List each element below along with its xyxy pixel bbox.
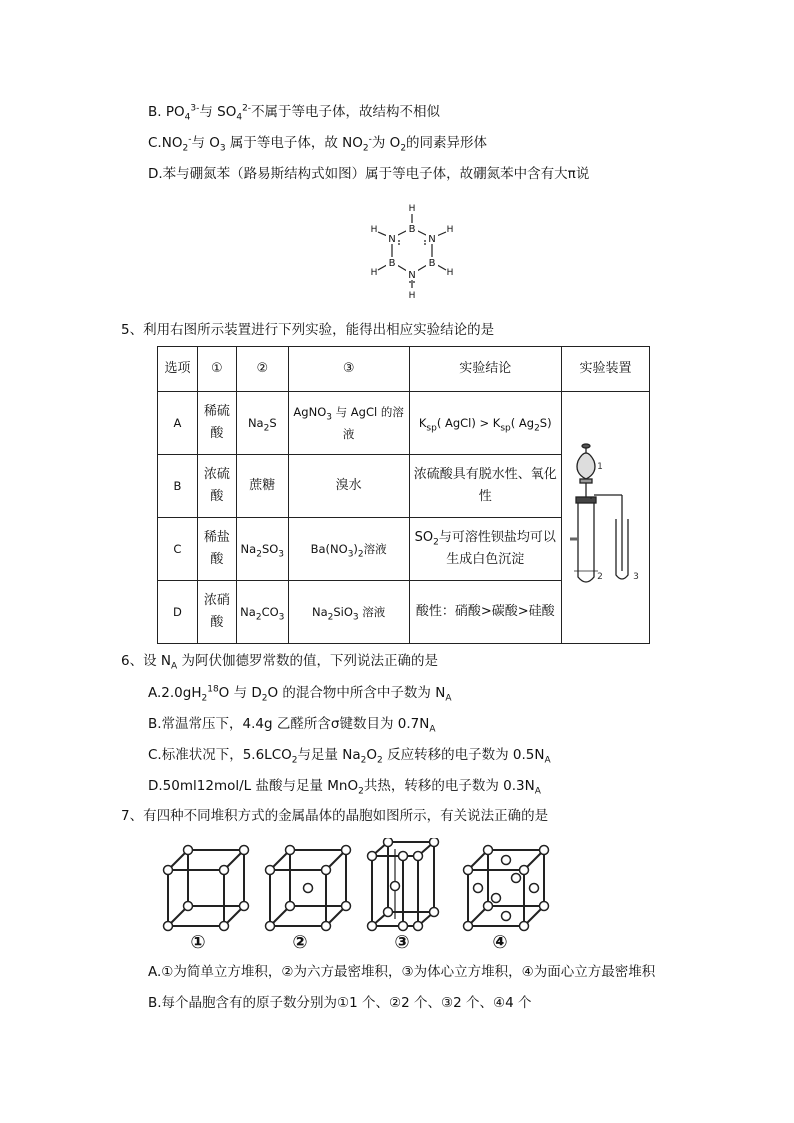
reagent-1-cell: 稀硫 酸	[197, 392, 236, 455]
conclusion-cell: $K_{sp}$( AgCl) > $K_{sp}$( $Ag_2S$)	[409, 392, 561, 455]
q6-option-b: B.常温常压下，4.4g 乙醛所含σ键数目为 $0.7N_A$	[148, 716, 436, 735]
apparatus-label-2: 2	[597, 571, 604, 582]
atom-b-top: B	[408, 224, 416, 235]
q4-option-c: $C.NO_2^-$与 $O_3$ 属于等电子体，故 $NO_2^-$为 $O_2$的同素异形体	[148, 134, 488, 154]
reagent-3-cell: AgNO$_3$ 与 AgCl 的溶 液	[288, 392, 409, 455]
atom-n-bottom: N	[408, 270, 416, 281]
cell-label-2: ②	[292, 932, 308, 953]
atom-h: H	[446, 225, 454, 235]
unit-cell-2	[266, 846, 351, 931]
q6-option-c: C.标准状况下，$5.6LCO_2$与足量 $Na_2O_2$ 反应转移的电子数为 $0.5N_A$	[148, 747, 551, 766]
header-apparatus: 实验装置	[561, 347, 649, 392]
atom-b-left: B	[388, 258, 396, 269]
option-label: D	[158, 581, 198, 644]
atom-b-right: B	[428, 258, 436, 269]
q6-option-d: D.50ml12mol/L 盐酸与足量 MnO$_2$共热，转移的电子数为 $0.3N_A$	[148, 778, 541, 797]
reagent-3-cell: $Na_2SiO_3$ 溶液	[288, 581, 409, 644]
reagent-2-cell: $Na_2CO_3$	[236, 581, 288, 644]
apparatus-label-1: 1	[597, 461, 604, 472]
apparatus-cell	[561, 392, 649, 644]
unit-cell-figures	[150, 838, 550, 953]
atom-h: H	[446, 268, 454, 278]
q7-option-a: A.①为简单立方堆积，②为六方最密堆积，③为体心立方堆积，④为面心立方最密堆积	[148, 964, 656, 980]
option-label: A	[158, 392, 198, 455]
option-label: B	[158, 455, 198, 518]
q4-option-b: B. $PO_4^{3-}$与 $SO_4^{2-}$不属于等电子体，故结构不相似	[148, 103, 441, 123]
atom-n-left: N	[388, 234, 396, 245]
reagent-2-cell: $Na_2SO_3$	[236, 518, 288, 581]
conclusion-cell: $SO_2$与可溶性钡盐均可以 生成白色沉淀	[409, 518, 561, 581]
q6-stem: 6、设 $N_A$ 为阿伏伽德罗常数的值，下列说法正确的是	[121, 653, 438, 672]
apparatus-label-3: 3	[633, 571, 640, 582]
experiment-apparatus	[564, 439, 646, 589]
unit-cell-1	[164, 846, 249, 931]
table-header-row	[158, 347, 650, 392]
q6-option-a: $A.2.0gH_2^{18}O$ 与 $D_2O$ 的混合物中所含中子数为 $N_A$	[148, 684, 452, 704]
atom-n-right: N	[428, 234, 436, 245]
borazine-structure	[362, 200, 462, 302]
header-reagent-1: ①	[197, 347, 236, 392]
q7-stem: 7、有四种不同堆积方式的金属晶体的晶胞如图所示，有关说法正确的是	[121, 808, 549, 824]
header-reagent-3: ③	[288, 347, 409, 392]
q7-option-b: B.每个晶胞含有的原子数分别为①1 个、②2 个、③2 个、④4 个	[148, 995, 532, 1011]
conclusion-cell: 酸性：硝酸>碳酸>硅酸	[409, 581, 561, 644]
reagent-1-cell: 浓硝 酸	[197, 581, 236, 644]
table-row	[158, 392, 650, 455]
cell-label-4: ④	[492, 932, 508, 953]
q4-option-d: D.苯与硼氮苯（路易斯结构式如图）属于等电子体，故硼氮苯中含有大π说	[148, 166, 590, 182]
cell-label-3: ③	[394, 932, 410, 953]
header-reagent-2: ②	[236, 347, 288, 392]
reagent-1-cell: 浓硫 酸	[197, 455, 236, 518]
header-option: 选项	[158, 347, 198, 392]
reagent-2-cell: 蔗糖	[236, 455, 288, 518]
reagent-3-cell: $Ba(NO_3)_2$溶液	[288, 518, 409, 581]
option-label: C	[158, 518, 198, 581]
atom-h: H	[370, 268, 378, 278]
unit-cell-4	[464, 846, 549, 931]
unit-cell-3	[368, 838, 439, 931]
atom-h: H	[408, 204, 416, 214]
atom-h: H	[408, 291, 416, 301]
reagent-2-cell: $Na_2S$	[236, 392, 288, 455]
reagent-3-cell: 溴水	[288, 455, 409, 518]
reagent-1-cell: 稀盐 酸	[197, 518, 236, 581]
header-conclusion: 实验结论	[409, 347, 561, 392]
q5-stem: 5、利用右图所示装置进行下列实验，能得出相应实验结论的是	[121, 322, 495, 338]
atom-h: H	[370, 225, 378, 235]
conclusion-cell: 浓硫酸具有脱水性、氧化 性	[409, 455, 561, 518]
cell-label-1: ①	[190, 932, 206, 953]
q5-table	[157, 346, 650, 644]
